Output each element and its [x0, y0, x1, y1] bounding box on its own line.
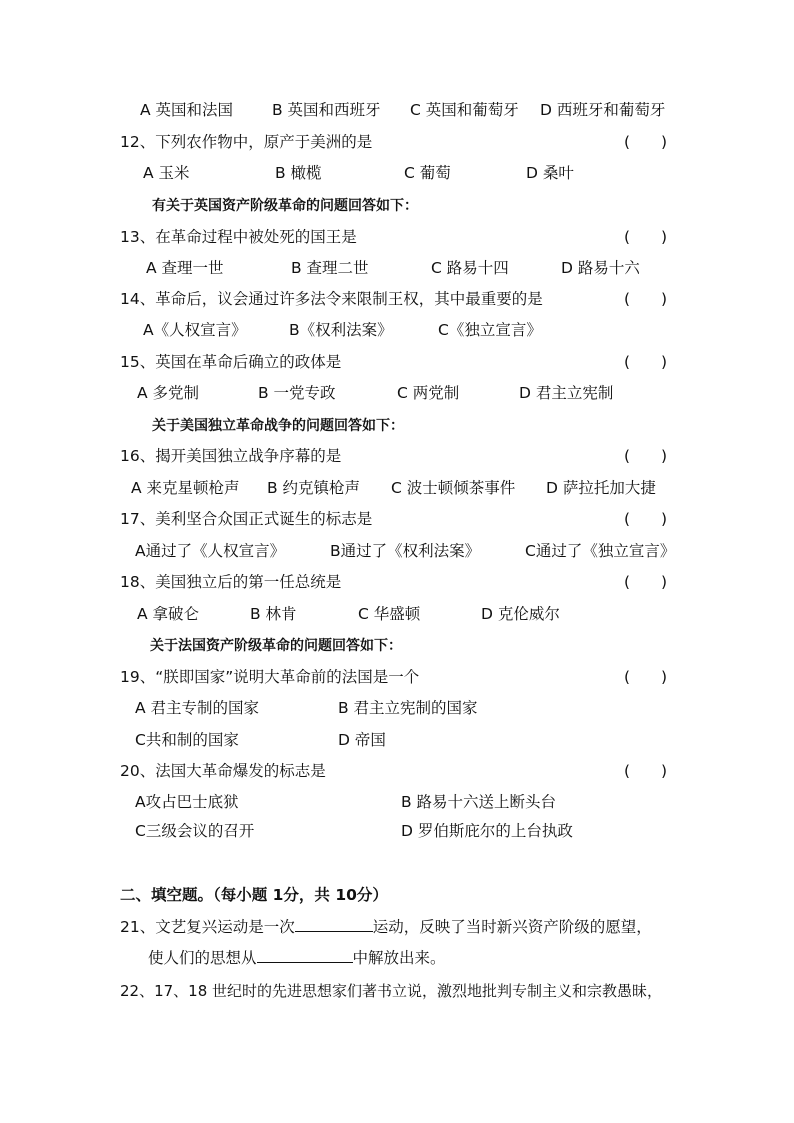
q16-option-a: A 来克星顿枪声	[131, 479, 240, 497]
q13-option-b: B 查理二世	[291, 259, 369, 277]
q19-option-c: C共和制的国家	[135, 731, 239, 749]
q15-option-b: B 一党专政	[258, 384, 336, 402]
q20-option-d: D 罗伯斯庇尔的上台执政	[401, 822, 573, 840]
heading-english-revolution: 有关于英国资产阶级革命的问题回答如下：	[152, 198, 418, 214]
q19-stem: 19、“朕即国家”说明大革命前的法国是一个	[120, 668, 420, 686]
q13-option-d: D 路易十六	[561, 259, 640, 277]
q14-option-c: C《独立宣言》	[438, 321, 542, 339]
q21-line-1	[120, 917, 652, 937]
q18-option-b: B 林肯	[250, 605, 297, 623]
q19-option-d: D 帝国	[338, 731, 386, 749]
q14-answer-paren: ( )	[624, 290, 668, 308]
q17-answer-paren: ( )	[624, 510, 668, 528]
q16-option-c: C 波士顿倾茶事件	[391, 479, 516, 497]
q12-option-a: A 玉米	[143, 164, 190, 182]
q11-option-b: B 英国和西班牙	[272, 101, 381, 119]
q12-option-b: B 橄榄	[275, 164, 322, 182]
q21-text-part3: 使人们的思想从	[148, 949, 257, 967]
heading-french-revolution: 关于法国资产阶级革命的问题回答如下：	[150, 638, 402, 654]
q21-line-2	[148, 948, 446, 968]
q14-option-b: B《权利法案》	[289, 321, 393, 339]
q14-option-a: A《人权宣言》	[143, 321, 247, 339]
q16-option-d: D 萨拉托加大捷	[546, 479, 656, 497]
q16-answer-paren: ( )	[624, 447, 668, 465]
q18-option-c: C 华盛顿	[358, 605, 421, 623]
q15-answer-paren: ( )	[624, 353, 668, 371]
q13-answer-paren: ( )	[624, 228, 668, 246]
q18-stem: 18、美国独立后的第一任总统是	[120, 573, 342, 591]
q19-answer-paren: ( )	[624, 668, 668, 686]
q22-text: 22、17、18 世纪时的先进思想家们著书立说，激烈地批判专制主义和宗教愚昧，	[120, 982, 663, 1000]
q11-option-d: D 西班牙和葡萄牙	[540, 101, 666, 119]
q20-stem: 20、法国大革命爆发的标志是	[120, 762, 326, 780]
q18-option-d: D 克伦威尔	[481, 605, 560, 623]
q20-option-c: C三级会议的召开	[135, 822, 255, 840]
q19-option-b: B 君主立宪制的国家	[338, 699, 478, 717]
q15-stem: 15、英国在革命后确立的政体是	[120, 353, 342, 371]
q21-text-part2: 运动，反映了当时新兴资产阶级的愿望，	[372, 918, 652, 936]
q18-option-a: A 拿破仑	[137, 605, 200, 623]
q17-option-a: A通过了《人权宣言》	[135, 542, 286, 560]
q16-stem: 16、揭开美国独立战争序幕的是	[120, 447, 342, 465]
q18-answer-paren: ( )	[624, 573, 668, 591]
q13-option-c: C 路易十四	[431, 259, 509, 277]
q21-blank-1[interactable]	[295, 917, 373, 932]
q11-option-c: C 英国和葡萄牙	[410, 101, 519, 119]
q17-option-b: B通过了《权利法案》	[330, 542, 481, 560]
q13-option-a: A 查理一世	[146, 259, 224, 277]
q14-stem: 14、革命后，议会通过许多法令来限制王权，其中最重要的是	[120, 290, 543, 308]
q12-answer-paren: ( )	[624, 133, 668, 151]
q20-option-b: B 路易十六送上断头台	[401, 793, 557, 811]
q15-option-a: A 多党制	[137, 384, 200, 402]
q15-option-d: D 君主立宪制	[519, 384, 614, 402]
section-fill-in-blank-title: 二、填空题。（每小题 1分，共 10分）	[120, 886, 388, 904]
heading-american-revolution: 关于美国独立革命战争的问题回答如下：	[152, 418, 404, 434]
q20-answer-paren: ( )	[624, 762, 668, 780]
q11-option-a: A 英国和法国	[140, 101, 234, 119]
q15-option-c: C 两党制	[397, 384, 460, 402]
q12-option-d: D 桑叶	[526, 164, 574, 182]
q20-option-a: A攻占巴士底狱	[135, 793, 239, 811]
q21-text-part4: 中解放出来。	[352, 949, 446, 967]
q21-blank-2[interactable]	[257, 948, 353, 963]
q12-stem: 12、下列农作物中，原产于美洲的是	[120, 133, 373, 151]
q17-option-c: C通过了《独立宣言》	[525, 542, 676, 560]
q17-stem: 17、美利坚合众国正式诞生的标志是	[120, 510, 373, 528]
q13-stem: 13、在革命过程中被处死的国王是	[120, 228, 357, 246]
q19-option-a: A 君主专制的国家	[135, 699, 260, 717]
q16-option-b: B 约克镇枪声	[267, 479, 361, 497]
q21-text-part1: 21、文艺复兴运动是一次	[120, 918, 295, 936]
q12-option-c: C 葡萄	[404, 164, 451, 182]
